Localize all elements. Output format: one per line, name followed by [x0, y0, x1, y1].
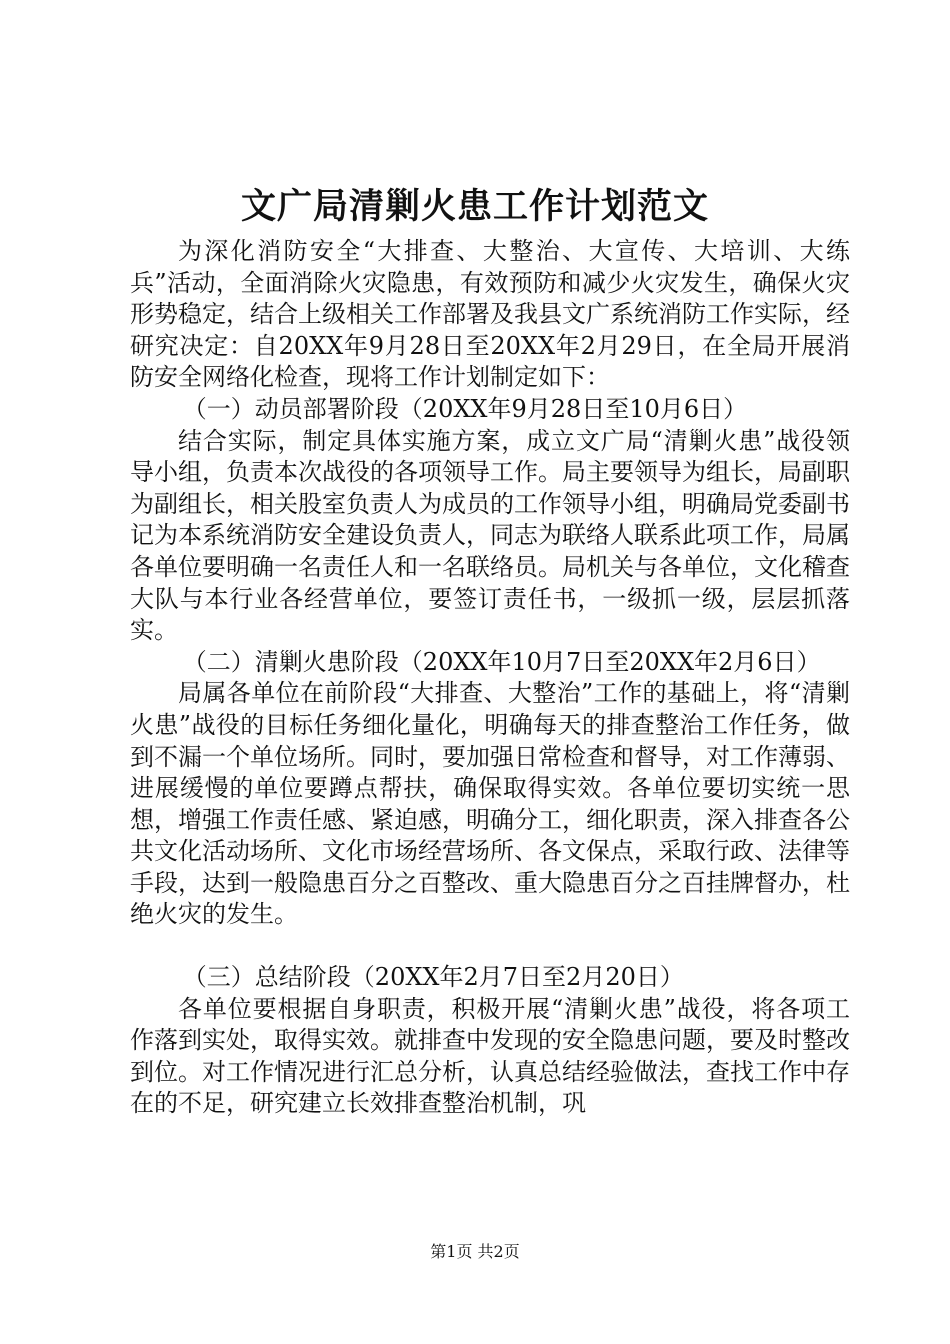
- page-footer: 第1页 共2页: [430, 1242, 520, 1261]
- document-body: [130, 236, 850, 1120]
- document-title: 文广局清剿火患工作计划范文: [240, 186, 709, 227]
- intro-paragraph: 为深化消防安全“大排查、大整治、大宣传、大培训、大练兵”活动，全面消除火灾隐患，有效预防和减少火灾发生，确保火灾形势稳定，结合上级相关工作部署及我县文广系统消防工作实际，经研究决定：自20XX年9月28日至20XX年2月29日，在全局开展消防安全网络化检查，现将工作计划制定如下：: [130, 237, 850, 392]
- section-paragraph-2: 局属各单位在前阶段“大排查、大整治”工作的基础上，将“清剿火患”战役的目标任务细化量化，明确每天的排查整治工作任务，做到不漏一个单位场所。同时，要加强日常检查和督导，对工作薄弱、进展缓慢的单位要蹲点帮扶，确保取得实效。各单位要切实统一思想，增强工作责任感、紧迫感，明确分工，细化职责，深入排查各公共文化活动场所、文化市场经营场所、各文保点，采取行政、法律等手段，达到一般隐患百分之百整改、重大隐患百分之百挂牌督办，杜绝火灾的发生。: [130, 679, 850, 929]
- section-heading-3: （三）总结阶段（20XX年2月7日至2月20日）: [182, 963, 684, 992]
- section-heading-1: （一）动员部署阶段（20XX年9月28日至10月6日）: [182, 394, 748, 423]
- section-paragraph-1: 结合实际，制定具体实施方案，成立文广局“清剿火患”战役领导小组，负责本次战役的各项领导工作。局主要领导为组长，局副职为副组长，相关股室负责人为成员的工作领导小组，明确局党委副书记为本系统消防安全建设负责人，同志为联络人联系此项工作，局属各单位要明确一名责任人和一名联络员。局机关与各单位，文化稽查大队与本行业各经营单位，要签订责任书，一级抓一级，层层抓落实。: [130, 426, 850, 645]
- section-paragraph-3: 各单位要根据自身职责，积极开展“清剿火患”战役，将各项工作落到实处，取得实效。就排查中发现的安全隐患问题，要及时整改到位。对工作情况进行汇总分析，认真总结经验做法，查找工作中存在的不足，研究建立长效排查整治机制，巩: [130, 994, 850, 1118]
- section-heading-2: （二）清剿火患阶段（20XX年10月7日至20XX年2月6日）: [182, 647, 821, 676]
